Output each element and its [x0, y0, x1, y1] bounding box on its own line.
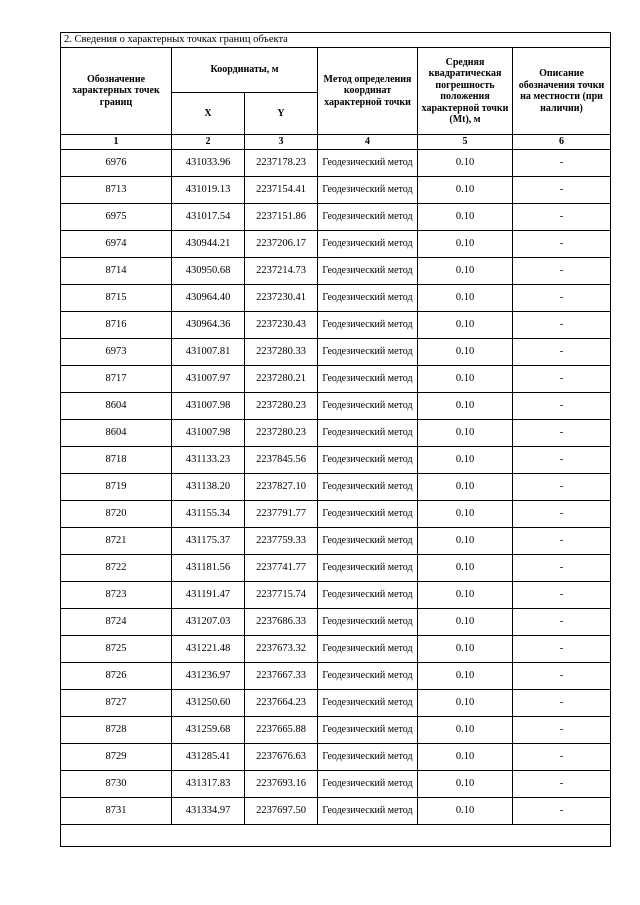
- method-cell: Геодезический метод: [318, 690, 418, 717]
- description-cell: -: [513, 285, 611, 312]
- description-cell: -: [513, 798, 611, 825]
- x-coordinate-cell: 431285.41: [172, 744, 245, 771]
- point-id-cell: 8717: [61, 366, 172, 393]
- method-cell: Геодезический метод: [318, 798, 418, 825]
- accuracy-cell: 0.10: [418, 231, 513, 258]
- accuracy-cell: 0.10: [418, 798, 513, 825]
- accuracy-cell: 0.10: [418, 690, 513, 717]
- y-coordinate-cell: 2237697.50: [245, 798, 318, 825]
- description-cell: -: [513, 474, 611, 501]
- description-cell: -: [513, 636, 611, 663]
- point-id-cell: 6975: [61, 204, 172, 231]
- column-number: 4: [318, 135, 418, 150]
- point-id-cell: 8718: [61, 447, 172, 474]
- y-coordinate-cell: 2237693.16: [245, 771, 318, 798]
- point-id-cell: 8716: [61, 312, 172, 339]
- table-row: [61, 312, 611, 339]
- header-coordinates: Координаты, м: [172, 48, 318, 93]
- point-id-cell: 8728: [61, 717, 172, 744]
- accuracy-cell: 0.10: [418, 474, 513, 501]
- table-row: [61, 474, 611, 501]
- point-id-cell: 8723: [61, 582, 172, 609]
- accuracy-cell: 0.10: [418, 204, 513, 231]
- x-coordinate-cell: 431181.56: [172, 555, 245, 582]
- accuracy-cell: 0.10: [418, 177, 513, 204]
- point-id-cell: 6973: [61, 339, 172, 366]
- accuracy-cell: 0.10: [418, 339, 513, 366]
- point-id-cell: 8731: [61, 798, 172, 825]
- point-id-cell: 8729: [61, 744, 172, 771]
- accuracy-cell: 0.10: [418, 636, 513, 663]
- y-coordinate-cell: 2237280.23: [245, 393, 318, 420]
- column-number: 3: [245, 135, 318, 150]
- y-coordinate-cell: 2237667.33: [245, 663, 318, 690]
- table-row: [61, 366, 611, 393]
- x-coordinate-cell: 431007.81: [172, 339, 245, 366]
- y-coordinate-cell: 2237280.33: [245, 339, 318, 366]
- method-cell: Геодезический метод: [318, 339, 418, 366]
- method-cell: Геодезический метод: [318, 258, 418, 285]
- x-coordinate-cell: 431007.97: [172, 366, 245, 393]
- accuracy-cell: 0.10: [418, 312, 513, 339]
- table-row: [61, 690, 611, 717]
- header-accuracy: Средняя квадратическая погрешность положения характерной точки (Mt), м: [418, 48, 513, 135]
- header-method: Метод определения координат характерной точки: [318, 48, 418, 135]
- method-cell: Геодезический метод: [318, 636, 418, 663]
- point-id-cell: 8727: [61, 690, 172, 717]
- x-coordinate-cell: 431259.68: [172, 717, 245, 744]
- column-number: 5: [418, 135, 513, 150]
- table-row: [61, 204, 611, 231]
- empty-cell: [61, 825, 611, 847]
- table-row: [61, 582, 611, 609]
- table-row: [61, 150, 611, 177]
- point-id-cell: 8713: [61, 177, 172, 204]
- accuracy-cell: 0.10: [418, 771, 513, 798]
- table-row: [61, 744, 611, 771]
- y-coordinate-cell: 2237230.41: [245, 285, 318, 312]
- description-cell: -: [513, 447, 611, 474]
- description-cell: -: [513, 393, 611, 420]
- table-row: [61, 420, 611, 447]
- table-body: [61, 150, 611, 825]
- x-coordinate-cell: 431017.54: [172, 204, 245, 231]
- accuracy-cell: 0.10: [418, 447, 513, 474]
- y-coordinate-cell: 2237741.77: [245, 555, 318, 582]
- method-cell: Геодезический метод: [318, 285, 418, 312]
- description-cell: -: [513, 258, 611, 285]
- accuracy-cell: 0.10: [418, 744, 513, 771]
- accuracy-cell: 0.10: [418, 150, 513, 177]
- column-number: 1: [61, 135, 172, 150]
- accuracy-cell: 0.10: [418, 555, 513, 582]
- description-cell: -: [513, 204, 611, 231]
- table-row: [61, 501, 611, 528]
- accuracy-cell: 0.10: [418, 609, 513, 636]
- description-cell: -: [513, 609, 611, 636]
- point-id-cell: 8719: [61, 474, 172, 501]
- accuracy-cell: 0.10: [418, 366, 513, 393]
- method-cell: Геодезический метод: [318, 474, 418, 501]
- table-row: [61, 798, 611, 825]
- x-coordinate-cell: 430944.21: [172, 231, 245, 258]
- table-row: [61, 609, 611, 636]
- document-sheet: [60, 32, 610, 847]
- y-coordinate-cell: 2237178.23: [245, 150, 318, 177]
- column-number-row: [61, 135, 611, 150]
- accuracy-cell: 0.10: [418, 420, 513, 447]
- y-coordinate-cell: 2237827.10: [245, 474, 318, 501]
- description-cell: -: [513, 150, 611, 177]
- accuracy-cell: 0.10: [418, 663, 513, 690]
- x-coordinate-cell: 431236.97: [172, 663, 245, 690]
- y-coordinate-cell: 2237151.86: [245, 204, 318, 231]
- accuracy-cell: 0.10: [418, 258, 513, 285]
- method-cell: Геодезический метод: [318, 447, 418, 474]
- x-coordinate-cell: 431221.48: [172, 636, 245, 663]
- description-cell: -: [513, 312, 611, 339]
- accuracy-cell: 0.10: [418, 285, 513, 312]
- description-cell: -: [513, 555, 611, 582]
- description-cell: -: [513, 690, 611, 717]
- section-title: 2. Сведения о характерных точках границ объекта: [61, 33, 611, 48]
- point-id-cell: 8604: [61, 393, 172, 420]
- table-row: [61, 339, 611, 366]
- x-coordinate-cell: 431175.37: [172, 528, 245, 555]
- method-cell: Геодезический метод: [318, 150, 418, 177]
- method-cell: Геодезический метод: [318, 771, 418, 798]
- y-coordinate-cell: 2237664.23: [245, 690, 318, 717]
- table-row: [61, 555, 611, 582]
- method-cell: Геодезический метод: [318, 204, 418, 231]
- method-cell: Геодезический метод: [318, 717, 418, 744]
- table-row: [61, 231, 611, 258]
- x-coordinate-cell: 431007.98: [172, 393, 245, 420]
- point-id-cell: 8604: [61, 420, 172, 447]
- description-cell: -: [513, 717, 611, 744]
- method-cell: Геодезический метод: [318, 528, 418, 555]
- table-row: [61, 528, 611, 555]
- x-coordinate-cell: 430964.40: [172, 285, 245, 312]
- description-cell: -: [513, 339, 611, 366]
- y-coordinate-cell: 2237845.56: [245, 447, 318, 474]
- x-coordinate-cell: 431019.13: [172, 177, 245, 204]
- table-row: [61, 393, 611, 420]
- method-cell: Геодезический метод: [318, 177, 418, 204]
- y-coordinate-cell: 2237686.33: [245, 609, 318, 636]
- method-cell: Геодезический метод: [318, 609, 418, 636]
- x-coordinate-cell: 430950.68: [172, 258, 245, 285]
- section-caption-row: [61, 33, 611, 48]
- point-id-cell: 8726: [61, 663, 172, 690]
- point-id-cell: 6974: [61, 231, 172, 258]
- table-row: [61, 636, 611, 663]
- table-row: [61, 717, 611, 744]
- y-coordinate-cell: 2237665.88: [245, 717, 318, 744]
- point-id-cell: 8725: [61, 636, 172, 663]
- x-coordinate-cell: 431334.97: [172, 798, 245, 825]
- y-coordinate-cell: 2237214.73: [245, 258, 318, 285]
- y-coordinate-cell: 2237154.41: [245, 177, 318, 204]
- table-row: [61, 177, 611, 204]
- accuracy-cell: 0.10: [418, 528, 513, 555]
- method-cell: Геодезический метод: [318, 555, 418, 582]
- x-coordinate-cell: 431007.98: [172, 420, 245, 447]
- x-coordinate-cell: 431317.83: [172, 771, 245, 798]
- description-cell: -: [513, 420, 611, 447]
- y-coordinate-cell: 2237791.77: [245, 501, 318, 528]
- accuracy-cell: 0.10: [418, 717, 513, 744]
- point-id-cell: 8721: [61, 528, 172, 555]
- y-coordinate-cell: 2237206.17: [245, 231, 318, 258]
- point-id-cell: 8714: [61, 258, 172, 285]
- description-cell: -: [513, 231, 611, 258]
- point-id-cell: 8724: [61, 609, 172, 636]
- table-row: [61, 285, 611, 312]
- header-x: X: [172, 93, 245, 135]
- table-row: [61, 771, 611, 798]
- column-number: 6: [513, 135, 611, 150]
- empty-trailer-row: [61, 825, 611, 847]
- y-coordinate-cell: 2237715.74: [245, 582, 318, 609]
- method-cell: Геодезический метод: [318, 501, 418, 528]
- y-coordinate-cell: 2237280.23: [245, 420, 318, 447]
- point-id-cell: 8720: [61, 501, 172, 528]
- x-coordinate-cell: 431207.03: [172, 609, 245, 636]
- point-id-cell: 8715: [61, 285, 172, 312]
- column-number: 2: [172, 135, 245, 150]
- accuracy-cell: 0.10: [418, 393, 513, 420]
- description-cell: -: [513, 582, 611, 609]
- y-coordinate-cell: 2237230.43: [245, 312, 318, 339]
- description-cell: -: [513, 528, 611, 555]
- header-row: [61, 48, 611, 93]
- y-coordinate-cell: 2237673.32: [245, 636, 318, 663]
- method-cell: Геодезический метод: [318, 582, 418, 609]
- x-coordinate-cell: 430964.36: [172, 312, 245, 339]
- description-cell: -: [513, 771, 611, 798]
- header-y: Y: [245, 93, 318, 135]
- method-cell: Геодезический метод: [318, 393, 418, 420]
- method-cell: Геодезический метод: [318, 231, 418, 258]
- method-cell: Геодезический метод: [318, 663, 418, 690]
- point-id-cell: 8722: [61, 555, 172, 582]
- x-coordinate-cell: 431133.23: [172, 447, 245, 474]
- method-cell: Геодезический метод: [318, 366, 418, 393]
- table-row: [61, 447, 611, 474]
- header-description: Описание обозначения точки на местности (при наличии): [513, 48, 611, 135]
- header-designation: Обозначение характерных точек границ: [61, 48, 172, 135]
- description-cell: -: [513, 663, 611, 690]
- x-coordinate-cell: 431250.60: [172, 690, 245, 717]
- point-id-cell: 6976: [61, 150, 172, 177]
- x-coordinate-cell: 431191.47: [172, 582, 245, 609]
- table-row: [61, 258, 611, 285]
- x-coordinate-cell: 431138.20: [172, 474, 245, 501]
- description-cell: -: [513, 501, 611, 528]
- method-cell: Геодезический метод: [318, 744, 418, 771]
- x-coordinate-cell: 431155.34: [172, 501, 245, 528]
- description-cell: -: [513, 366, 611, 393]
- x-coordinate-cell: 431033.96: [172, 150, 245, 177]
- accuracy-cell: 0.10: [418, 582, 513, 609]
- point-id-cell: 8730: [61, 771, 172, 798]
- method-cell: Геодезический метод: [318, 420, 418, 447]
- accuracy-cell: 0.10: [418, 501, 513, 528]
- description-cell: -: [513, 177, 611, 204]
- table-row: [61, 663, 611, 690]
- description-cell: -: [513, 744, 611, 771]
- method-cell: Геодезический метод: [318, 312, 418, 339]
- boundary-points-table: [60, 32, 611, 847]
- y-coordinate-cell: 2237759.33: [245, 528, 318, 555]
- y-coordinate-cell: 2237676.63: [245, 744, 318, 771]
- y-coordinate-cell: 2237280.21: [245, 366, 318, 393]
